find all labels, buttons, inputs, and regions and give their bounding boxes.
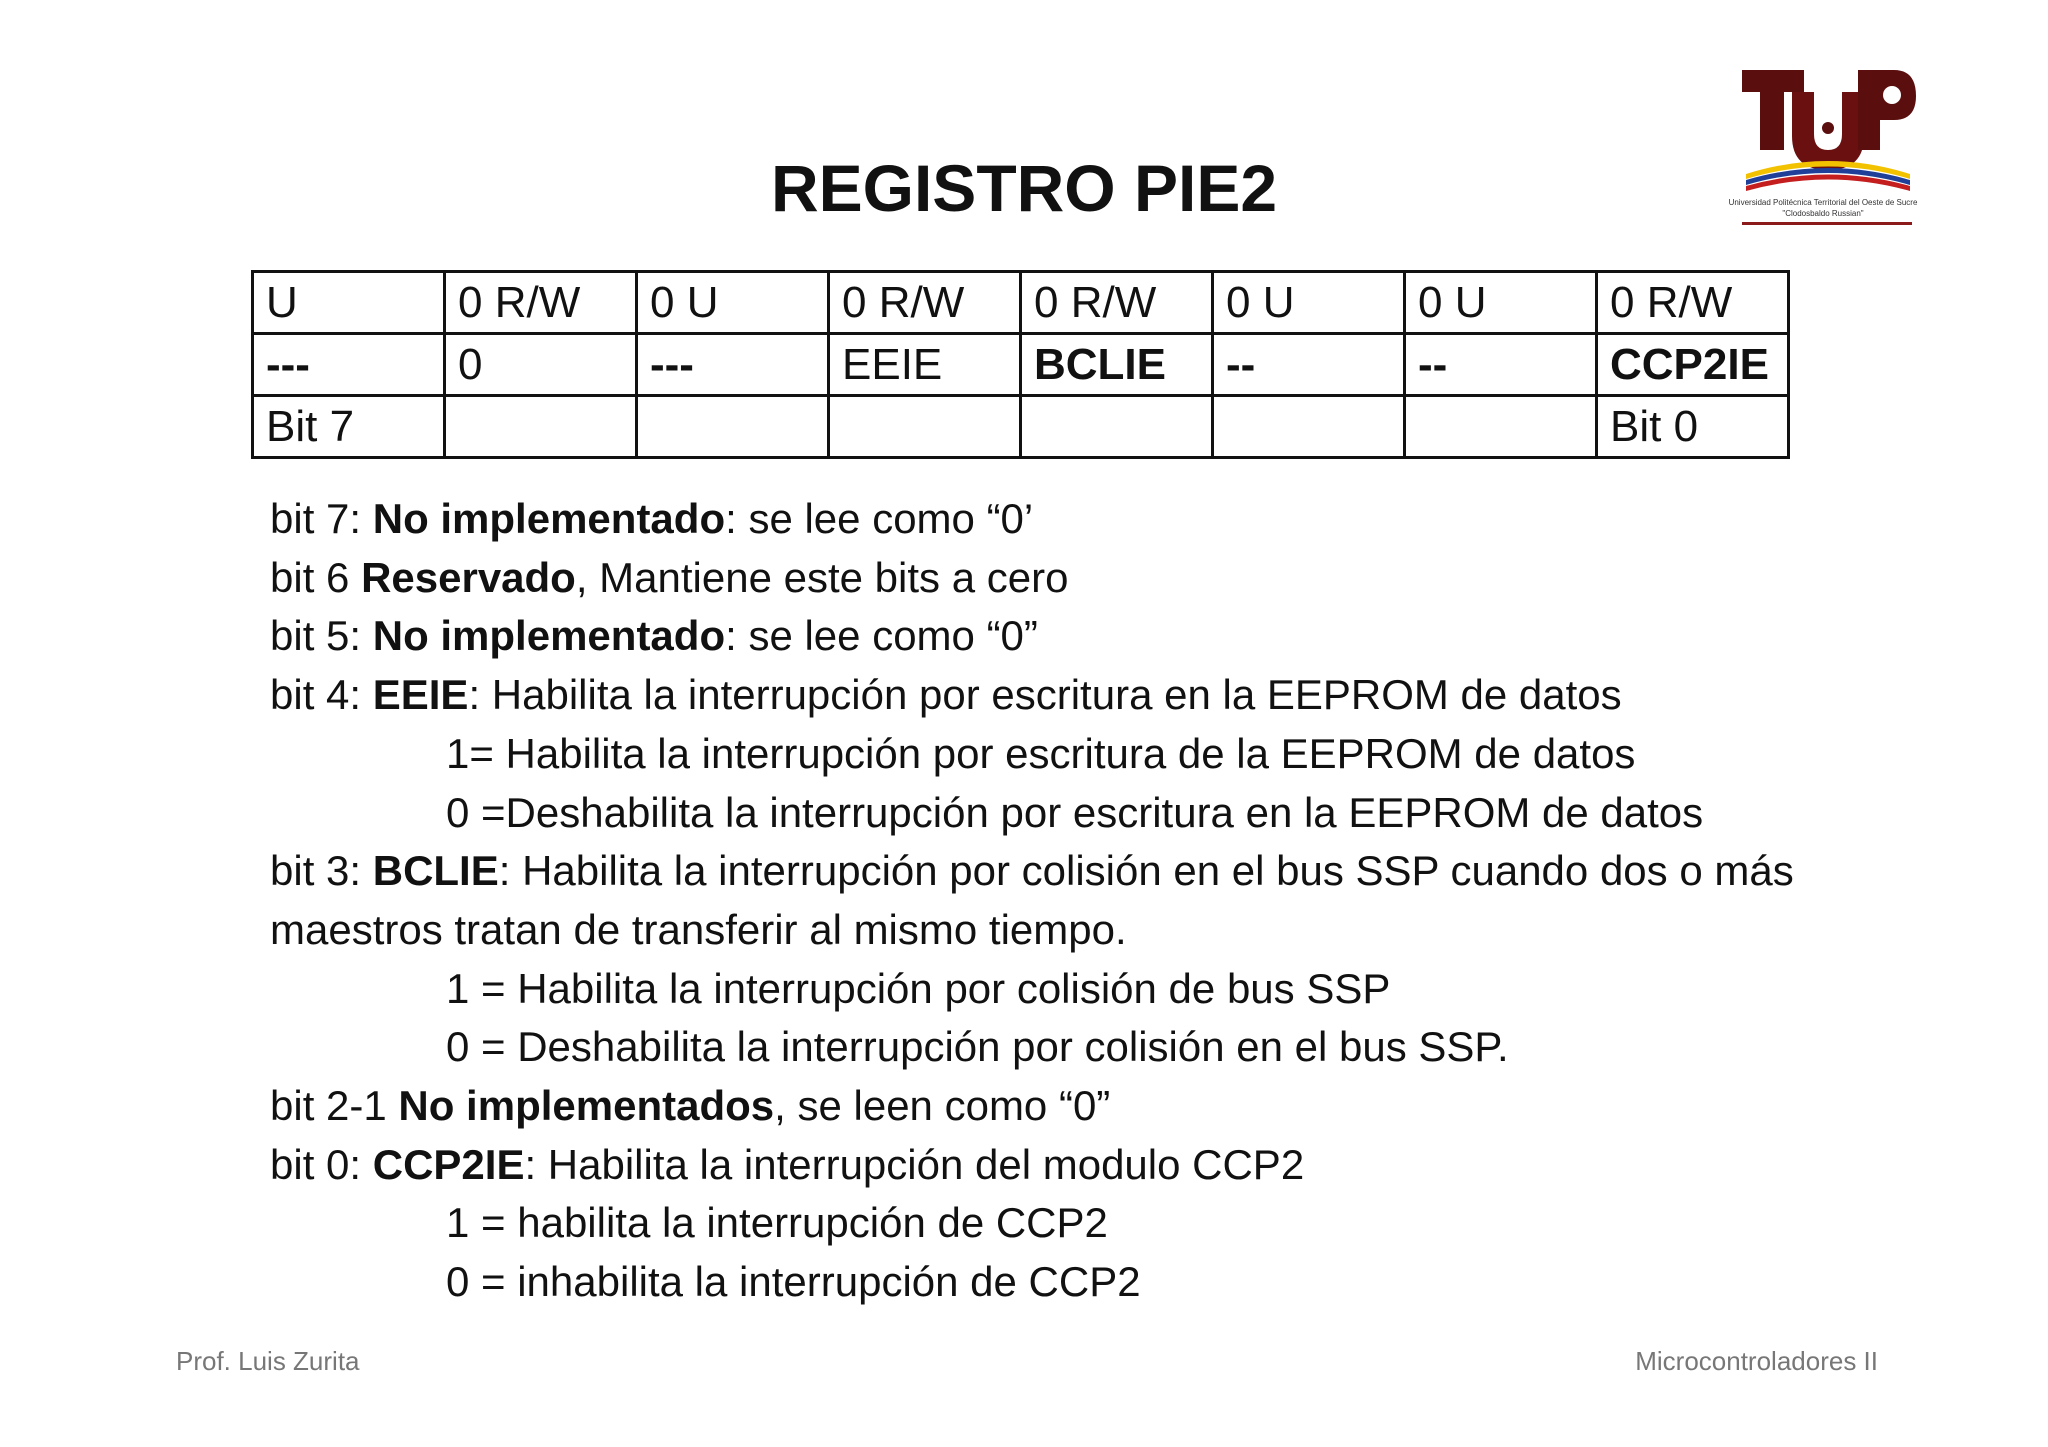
logo-university-name: Universidad Politécnica Territorial del Oeste de Sucre	[1728, 198, 1918, 207]
bit7-description: bit 7: No implementado: se lee como “0’	[270, 495, 1034, 542]
bit0-description: bit 0: CCP2IE: Habilita la interrupción del modulo CCP2	[270, 1140, 1305, 1188]
cell: U	[253, 272, 445, 334]
bit0-option-1: 1 = habilita la interrupción de CCP2	[446, 1199, 1108, 1247]
logo-divider	[1742, 222, 1912, 225]
cell	[637, 396, 829, 458]
cell	[829, 396, 1021, 458]
bit-position-row	[253, 396, 1789, 458]
cell: 0 R/W	[1597, 272, 1789, 334]
logo-emblem-icon	[1718, 62, 1928, 197]
cell: EEIE	[829, 334, 1021, 396]
register-table	[251, 270, 1790, 459]
cell	[1405, 396, 1597, 458]
cell: ---	[253, 334, 445, 396]
cell	[445, 396, 637, 458]
cell: --	[1213, 334, 1405, 396]
bit-descriptions	[270, 490, 1870, 1312]
access-row	[253, 272, 1789, 334]
bit2-1-description: bit 2-1 No implementados, se leen como “0”	[270, 1082, 1111, 1130]
bit-name-row	[253, 334, 1789, 396]
bit3-description-cont: maestros tratan de transferir al mismo tiempo.	[270, 905, 1127, 953]
cell: CCP2IE	[1597, 334, 1789, 396]
cell	[1021, 396, 1213, 458]
cell: 0 R/W	[445, 272, 637, 334]
bit5-description: bit 5: No implementado: se lee como “0”	[270, 612, 1038, 660]
cell: 0 R/W	[1021, 272, 1213, 334]
cell: Bit 7	[253, 396, 445, 458]
footer-author: Prof. Luis Zurita	[176, 1346, 360, 1376]
cell: Bit 0	[1597, 396, 1789, 458]
bit4-description: bit 4: EEIE: Habilita la interrupción por escritura en la EEPROM de datos	[270, 671, 1622, 719]
bit4-option-1: 1= Habilita la interrupción por escritura de la EEPROM de datos	[446, 729, 1636, 777]
cell	[1213, 396, 1405, 458]
bit4-option-0: 0 =Deshabilita la interrupción por escritura en la EEPROM de datos	[446, 788, 1704, 836]
cell: 0 R/W	[829, 272, 1021, 334]
cell: 0	[445, 334, 637, 396]
cell: BCLIE	[1021, 334, 1213, 396]
page-title: REGISTRO PIE2	[770, 151, 1278, 225]
cell: 0 U	[1213, 272, 1405, 334]
cell: --	[1405, 334, 1597, 396]
bit6-description: bit 6 Reservado, Mantiene este bits a cero	[270, 553, 1069, 601]
university-logo	[1718, 62, 1928, 237]
bit3-option-0: 0 = Deshabilita la interrupción por colisión en el bus SSP.	[446, 1023, 1509, 1071]
cell: 0 U	[1405, 272, 1597, 334]
logo-university-motto: "Clodosbaldo Russian"	[1782, 209, 1864, 218]
bit3-description: bit 3: BCLIE: Habilita la interrupción por colisión en el bus SSP cuando dos o más	[270, 847, 1794, 895]
cell: ---	[637, 334, 829, 396]
cell: 0 U	[637, 272, 829, 334]
bit3-option-1: 1 = Habilita la interrupción por colisión de bus SSP	[446, 964, 1391, 1012]
footer-course: Microcontroladores II	[1635, 1346, 1878, 1376]
bit0-option-0: 0 = inhabilita la interrupción de CCP2	[446, 1258, 1141, 1306]
